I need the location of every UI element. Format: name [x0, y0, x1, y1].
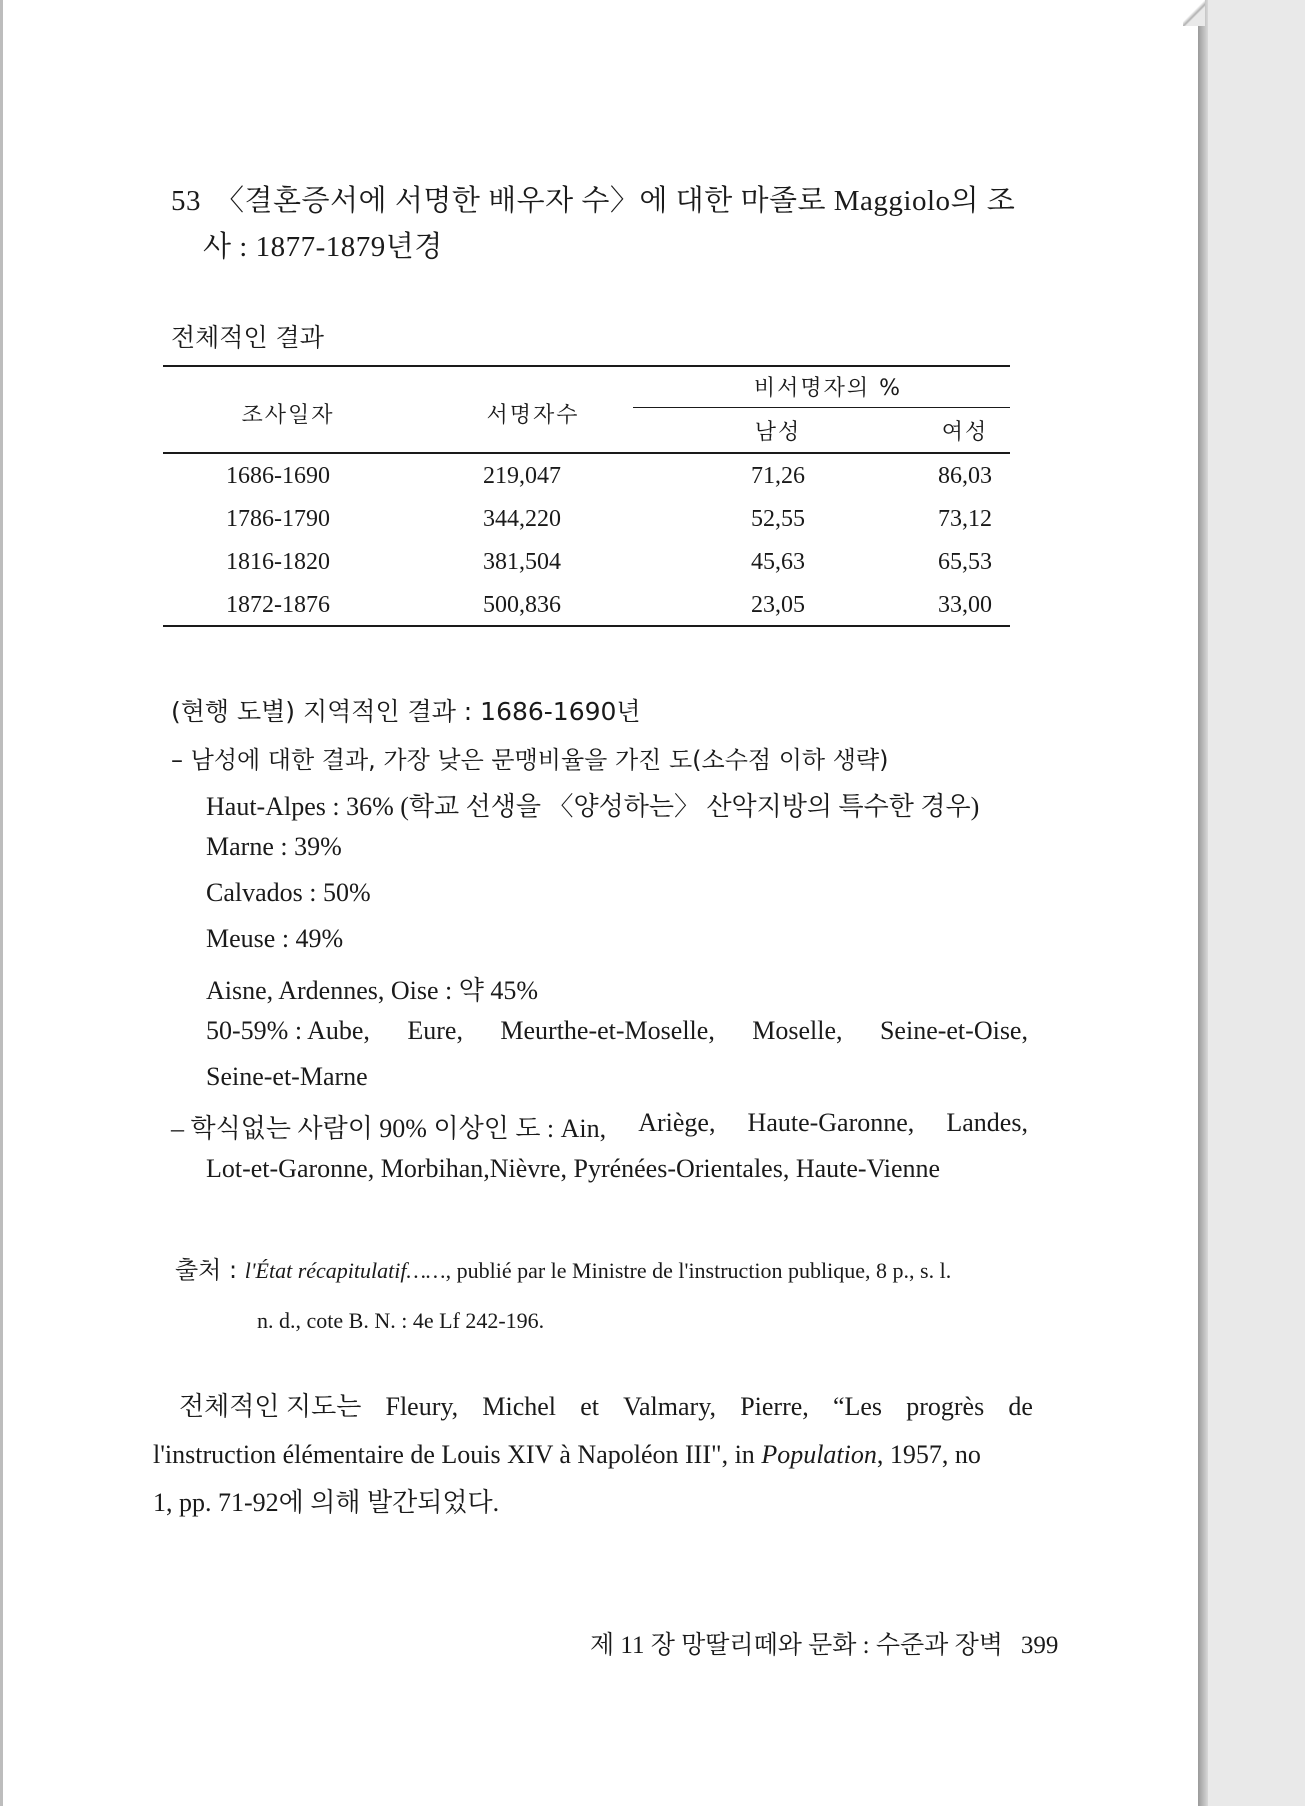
source-line-2: n. d., cote B. N. : 4e Lf 242-196. [257, 1308, 545, 1333]
cell-female: 86,03 [938, 463, 992, 489]
header-non-signers-group: 비서명자의 % [753, 376, 903, 401]
table-row [163, 463, 1010, 503]
region-entry: Aisne, Ardennes, Oise : 약 45% [206, 976, 539, 1005]
table-top-rule [163, 365, 1010, 367]
illiterate-line [171, 1108, 1051, 1154]
cell-signers: 344,220 [483, 506, 561, 532]
cell-female: 65,53 [938, 549, 992, 575]
paragraph-line-3: 1, pp. 71-92에 의해 발간되었다. [153, 1488, 500, 1517]
paragraph-word: 전체적인 지도는 [179, 1392, 362, 1421]
table-group-rule [633, 407, 1010, 408]
cell-signers: 500,836 [483, 592, 561, 618]
cell-period: 1786-1790 [226, 506, 330, 532]
section-title-continuation: 사 : 1877-1879년경 [203, 231, 443, 263]
table-row [163, 592, 1010, 632]
range-50-59-line [171, 1016, 1051, 1062]
paragraph-word: Fleury, [385, 1392, 459, 1421]
paragraph-word: de [1008, 1392, 1033, 1421]
regional-results-title: (현행 도별) 지역적인 결과 : 1686-1690년 [171, 697, 641, 726]
section-title: 〈결혼증서에 서명한 배우자 수〉에 대한 마졸로 Maggiolo의 조 [215, 185, 1016, 217]
paragraph-word: “Les [832, 1392, 883, 1421]
range-item: Moselle, [752, 1016, 843, 1045]
cell-male: 23,05 [751, 592, 805, 618]
cell-period: 1872-1876 [226, 592, 330, 618]
range-item: Eure, [407, 1016, 463, 1045]
cell-male: 71,26 [751, 463, 805, 489]
table-row [163, 506, 1010, 546]
paragraph-word: et [580, 1392, 599, 1421]
source-details: , publié par le Ministre de l'instruction publique, 8 p., s. l. [445, 1258, 952, 1283]
illiterate-item: Ariège, [638, 1108, 716, 1137]
table-header-rule [163, 452, 1010, 454]
header-female: 여성 [941, 420, 989, 445]
paragraph-line-1 [153, 1383, 1033, 1431]
illiterate-item: Landes, [946, 1108, 1028, 1137]
page-number: 399 [1020, 1632, 1059, 1659]
section-heading [171, 178, 1031, 270]
range-item: Meurthe-et-Moselle, [500, 1016, 715, 1045]
illiterate-item: – 학식없는 사람이 90% 이상인 도 : Ain, [171, 1114, 607, 1143]
paragraph-word: Michel [482, 1392, 557, 1421]
cell-period: 1686-1690 [226, 463, 330, 489]
page-corner-curl [1183, 0, 1205, 26]
cell-female: 73,12 [938, 506, 992, 532]
paragraph-line-2 [153, 1431, 1033, 1479]
range-50-59-continuation: Seine-et-Marne [206, 1062, 368, 1091]
journal-title: Population [761, 1440, 877, 1469]
region-entry: Marne : 39% [206, 832, 342, 861]
overall-results-heading: 전체적인 결과 [171, 323, 324, 352]
paragraph-word: progrès [906, 1392, 985, 1421]
paragraph-word: Valmary, [623, 1392, 717, 1421]
range-item: 50-59% : Aube, [206, 1016, 370, 1045]
source-line-1 [175, 1245, 1035, 1296]
region-entry: Haut-Alpes : 36% (학교 선생을 〈양성하는〉 산악지방의 특수한 경우) [206, 792, 980, 821]
paragraph-word: Pierre, [740, 1392, 809, 1421]
cell-signers: 381,504 [483, 549, 561, 575]
illiterate-continuation: Lot-et-Garonne, Morbihan,Nièvre, Pyrénées-Orientales, Haute-Vienne [206, 1154, 941, 1183]
section-number: 53 [171, 185, 201, 217]
table-row [163, 549, 1010, 589]
regional-results [171, 692, 1051, 1200]
closing-paragraph [153, 1383, 1033, 1527]
cell-period: 1816-1820 [226, 549, 330, 575]
region-entry: Calvados : 50% [206, 878, 371, 907]
page-edge-shadow [1198, 0, 1208, 1806]
region-entry: Meuse : 49% [206, 924, 344, 953]
cell-female: 33,00 [938, 592, 992, 618]
header-male: 남성 [754, 420, 802, 445]
paragraph-text: l'instruction élémentaire de Louis XIV à Napoléon III", in [153, 1440, 762, 1469]
source-label: 출처 : [175, 1256, 245, 1284]
running-footer [590, 1625, 1059, 1661]
source-note [175, 1245, 1035, 1346]
header-signers: 서명자수 [486, 403, 580, 428]
cell-male: 52,55 [751, 506, 805, 532]
header-survey-date: 조사일자 [241, 403, 335, 428]
illiterate-item: Haute-Garonne, [747, 1108, 915, 1137]
paragraph-text: , 1957, no [876, 1440, 981, 1469]
chapter-title: 제 11 장 망딸리떼와 문화 : 수준과 장벽 [590, 1632, 1003, 1659]
range-item: Seine-et-Oise, [879, 1016, 1028, 1045]
male-results-heading: – 남성에 대한 결과, 가장 낮은 문맹비율을 가진 도(소수점 이하 생략) [171, 746, 889, 774]
cell-signers: 219,047 [483, 463, 561, 489]
cell-male: 45,63 [751, 549, 805, 575]
source-title: l'État récapitulatif…… [244, 1258, 446, 1283]
